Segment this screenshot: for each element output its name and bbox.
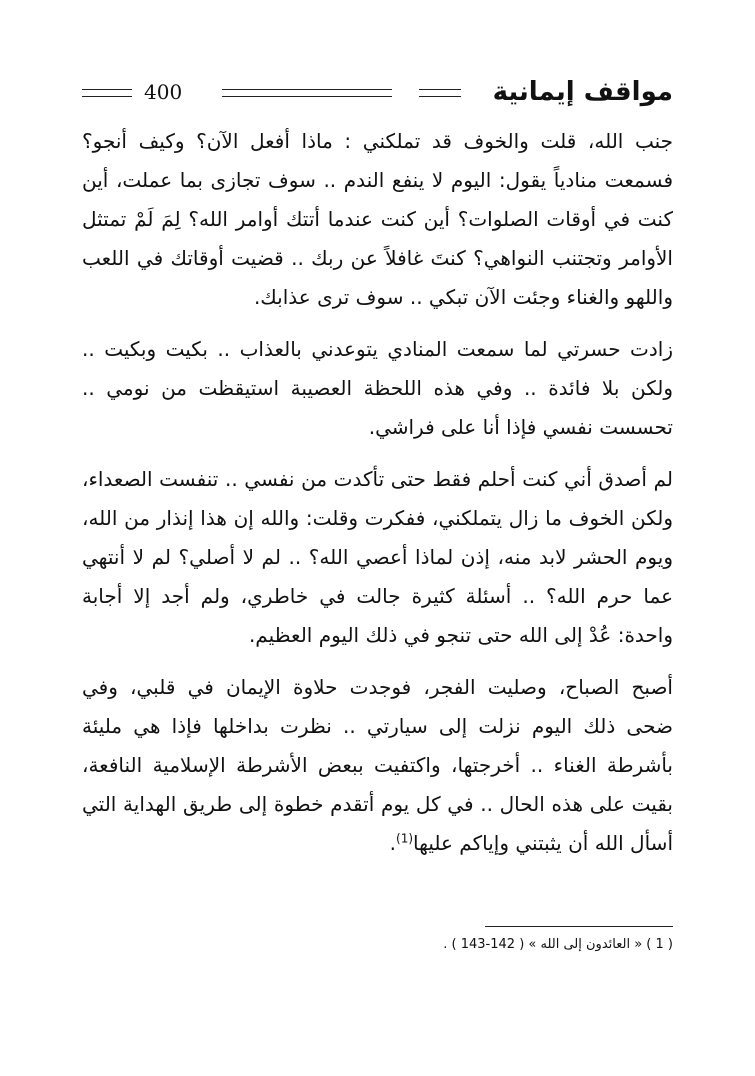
header-rule <box>419 89 461 97</box>
footnote: ( 1 ) « العائدون إلى الله » ( 142-143 ) . <box>443 937 673 952</box>
page-header <box>82 72 673 112</box>
paragraph: زادت حسرتي لما سمعت المنادي يتوعدني بالعذاب .. بكيت وبكيت .. ولكن بلا فائدة .. وفي هذه اللحظة العصيبة استيقظت من نومي .. تحسست نفسي فإذا أنا على فراشي. <box>82 337 673 439</box>
paragraph: جنب الله، قلت والخوف قد تملكني : ماذا أفعل الآن؟ وكيف أنجو؟ فسمعت منادياً يقول: اليوم لا ينفع الندم .. سوف تجازى بما عملت، أين كنت في أوقات الصلوات؟ أين كنت عندما أتتك أوامر الله؟ لِمَ لَمْ تمتثل الأوامر وتجتنب النواهي؟ كنتَ غافلاً عن ربك .. قضيت أوقاتك في اللعب واللهو والغناء وجئت الآن تبكي .. سوف ترى عذابك. <box>82 129 673 309</box>
paragraph-text: أصبح الصباح، وصليت الفجر، فوجدت حلاوة الإيمان في قلبي، وفي ضحى ذلك اليوم نزلت إلى سيارتي .. نظرت بداخلها فإذا هي مليئة بأشرطة الغناء .. أخرجتها، واكتفيت ببعض الأشرطة الإسلامية النافعة، بقيت على هذه الحال .. في كل يوم أتقدم خطوة إلى طريق الهداية التي أسأل الله أن يثبتني وإياكم عليها <box>82 675 673 855</box>
paragraph: أصبح الصباح، وصليت الفجر، فوجدت حلاوة الإيمان في قلبي، وفي ضحى ذلك اليوم نزلت إلى سيارتي .. نظرت بداخلها فإذا هي مليئة بأشرطة الغناء .. أخرجتها، واكتفيت ببعض الأشرطة الإسلامية النافعة، بقيت على هذه الحال .. في كل يوم أتقدم خطوة إلى طريق الهداية التي أسأل الله أن يثبتني وإياكم عليها$^{(1)}$. <box>82 675 673 855</box>
header-rule <box>82 89 132 97</box>
footnote-reference: (1) <box>396 831 414 846</box>
paragraph: لم أصدق أني كنت أحلم فقط حتى تأكدت من نفسي .. تنفست الصعداء، ولكن الخوف ما زال يتملكني، ففكرت وقلت: والله إن هذا إنذار من الله، ويوم الحشر لابد منه، إذن لماذا أعصي الله؟ .. لم لا أصلي؟ لم لا أنتهي عما حرم الله؟ .. أسئلة كثيرة جالت في خاطري، ولم أجد إلا أجابة واحدة: عُدْ إلى الله حتى تنجو في ذلك اليوم العظيم. <box>82 467 673 647</box>
page-body <box>82 122 673 876</box>
book-title: مواقف إيمانية <box>492 77 673 107</box>
header-rule <box>222 89 392 97</box>
page-number: 400 <box>144 80 183 104</box>
footnote-divider <box>485 926 673 927</box>
